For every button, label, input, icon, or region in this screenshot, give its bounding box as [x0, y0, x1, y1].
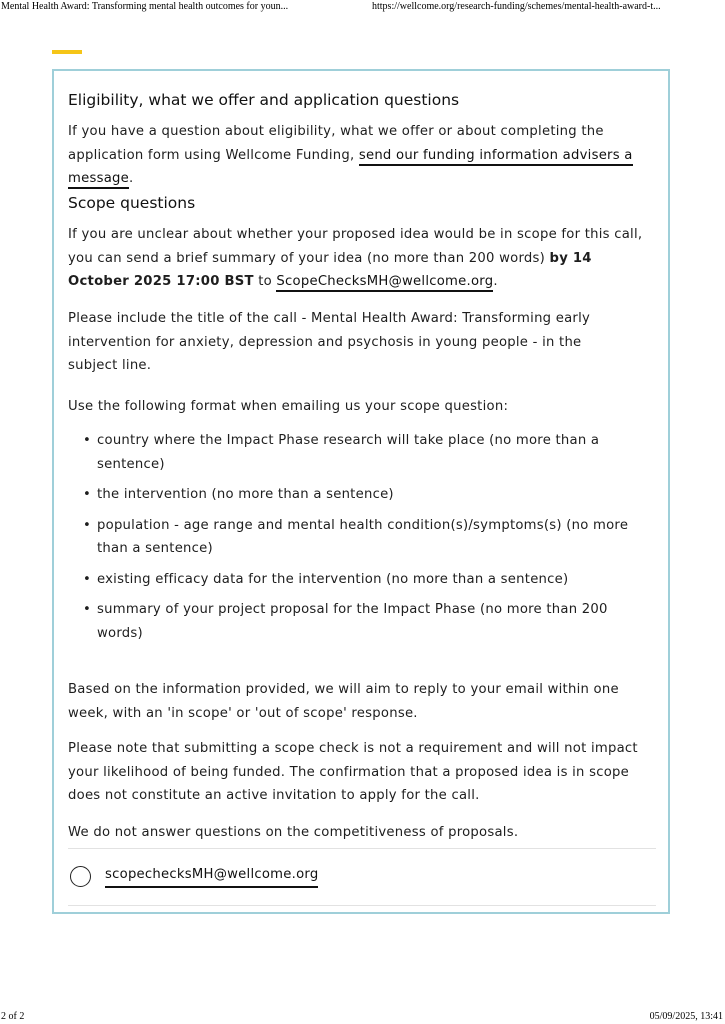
list-item: • existing efficacy data for the intervention (no more than a sentence) — [68, 568, 656, 592]
advisers-message-link[interactable]: send our funding information advisers a message — [68, 148, 633, 190]
print-header — [0, 0, 725, 14]
competitiveness-paragraph: We do not answer questions on the competitiveness of proposals. — [68, 825, 519, 840]
contact-email-row — [68, 848, 656, 906]
info-card — [52, 69, 670, 914]
list-item: • population - age range and mental health condition(s)/symptoms(s) (no more than a sentence) — [68, 514, 656, 561]
list-item: • summary of your project proposal for the Impact Phase (no more than 200 words) — [68, 598, 656, 645]
scope-text: If you are unclear about whether your proposed idea would be in scope for this call, you can send a brief summary of your idea (no more than 200 words) — [68, 227, 643, 266]
print-page-title: Mental Health Award: Transforming mental health outcomes for youn... — [1, 1, 289, 12]
subject-line-paragraph: Please include the title of the call - Mental Health Award: Transforming early intervention for anxiety, depression and psychosis in young people - in the subject line. — [68, 311, 591, 373]
print-footer — [0, 1011, 725, 1023]
eligibility-text: If you have a question about eligibility, what we offer or about completing the application form using Wellcome Funding, — [68, 124, 604, 163]
scope-email-link[interactable]: ScopeChecksMH@wellcome.org — [276, 274, 493, 292]
format-intro-paragraph: Use the following format when emailing us your scope question: — [68, 399, 509, 414]
scope-text-to: to — [253, 274, 277, 289]
list-item: • country where the Impact Phase research will take place (no more than a sentence) — [68, 429, 656, 476]
scope-deadline: by 14 October 2025 17:00 BST — [68, 250, 592, 289]
contact-email-link[interactable]: scopechecksMH@wellcome.org — [105, 865, 318, 888]
reply-paragraph: Based on the information provided, we will aim to reply to your email within one week, with an 'in scope' or 'out of scope' response. — [68, 682, 619, 721]
eligibility-paragraph — [68, 120, 656, 191]
note-paragraph: Please note that submitting a scope check is not a requirement and will not impact your likelihood of being funded. The confirmation that a proposed idea is in scope does not constitute an active invitation to apply for the call. — [68, 741, 638, 803]
scope-text-end: . — [493, 274, 498, 289]
print-datetime: 05/09/2025, 13:41 — [649, 1011, 723, 1022]
circle-icon — [70, 866, 91, 887]
accent-bar — [52, 50, 82, 54]
list-item: • the intervention (no more than a sentence) — [68, 483, 656, 507]
print-page-url: https://wellcome.org/research-funding/schemes/mental-health-award-t... — [372, 1, 661, 12]
eligibility-heading: Eligibility, what we offer and application questions — [68, 91, 460, 109]
scope-heading: Scope questions — [68, 194, 196, 212]
scope-paragraph — [68, 223, 656, 294]
page-number: 2 of 2 — [1, 1011, 25, 1022]
eligibility-text-end: . — [129, 171, 134, 186]
format-list — [68, 429, 656, 652]
